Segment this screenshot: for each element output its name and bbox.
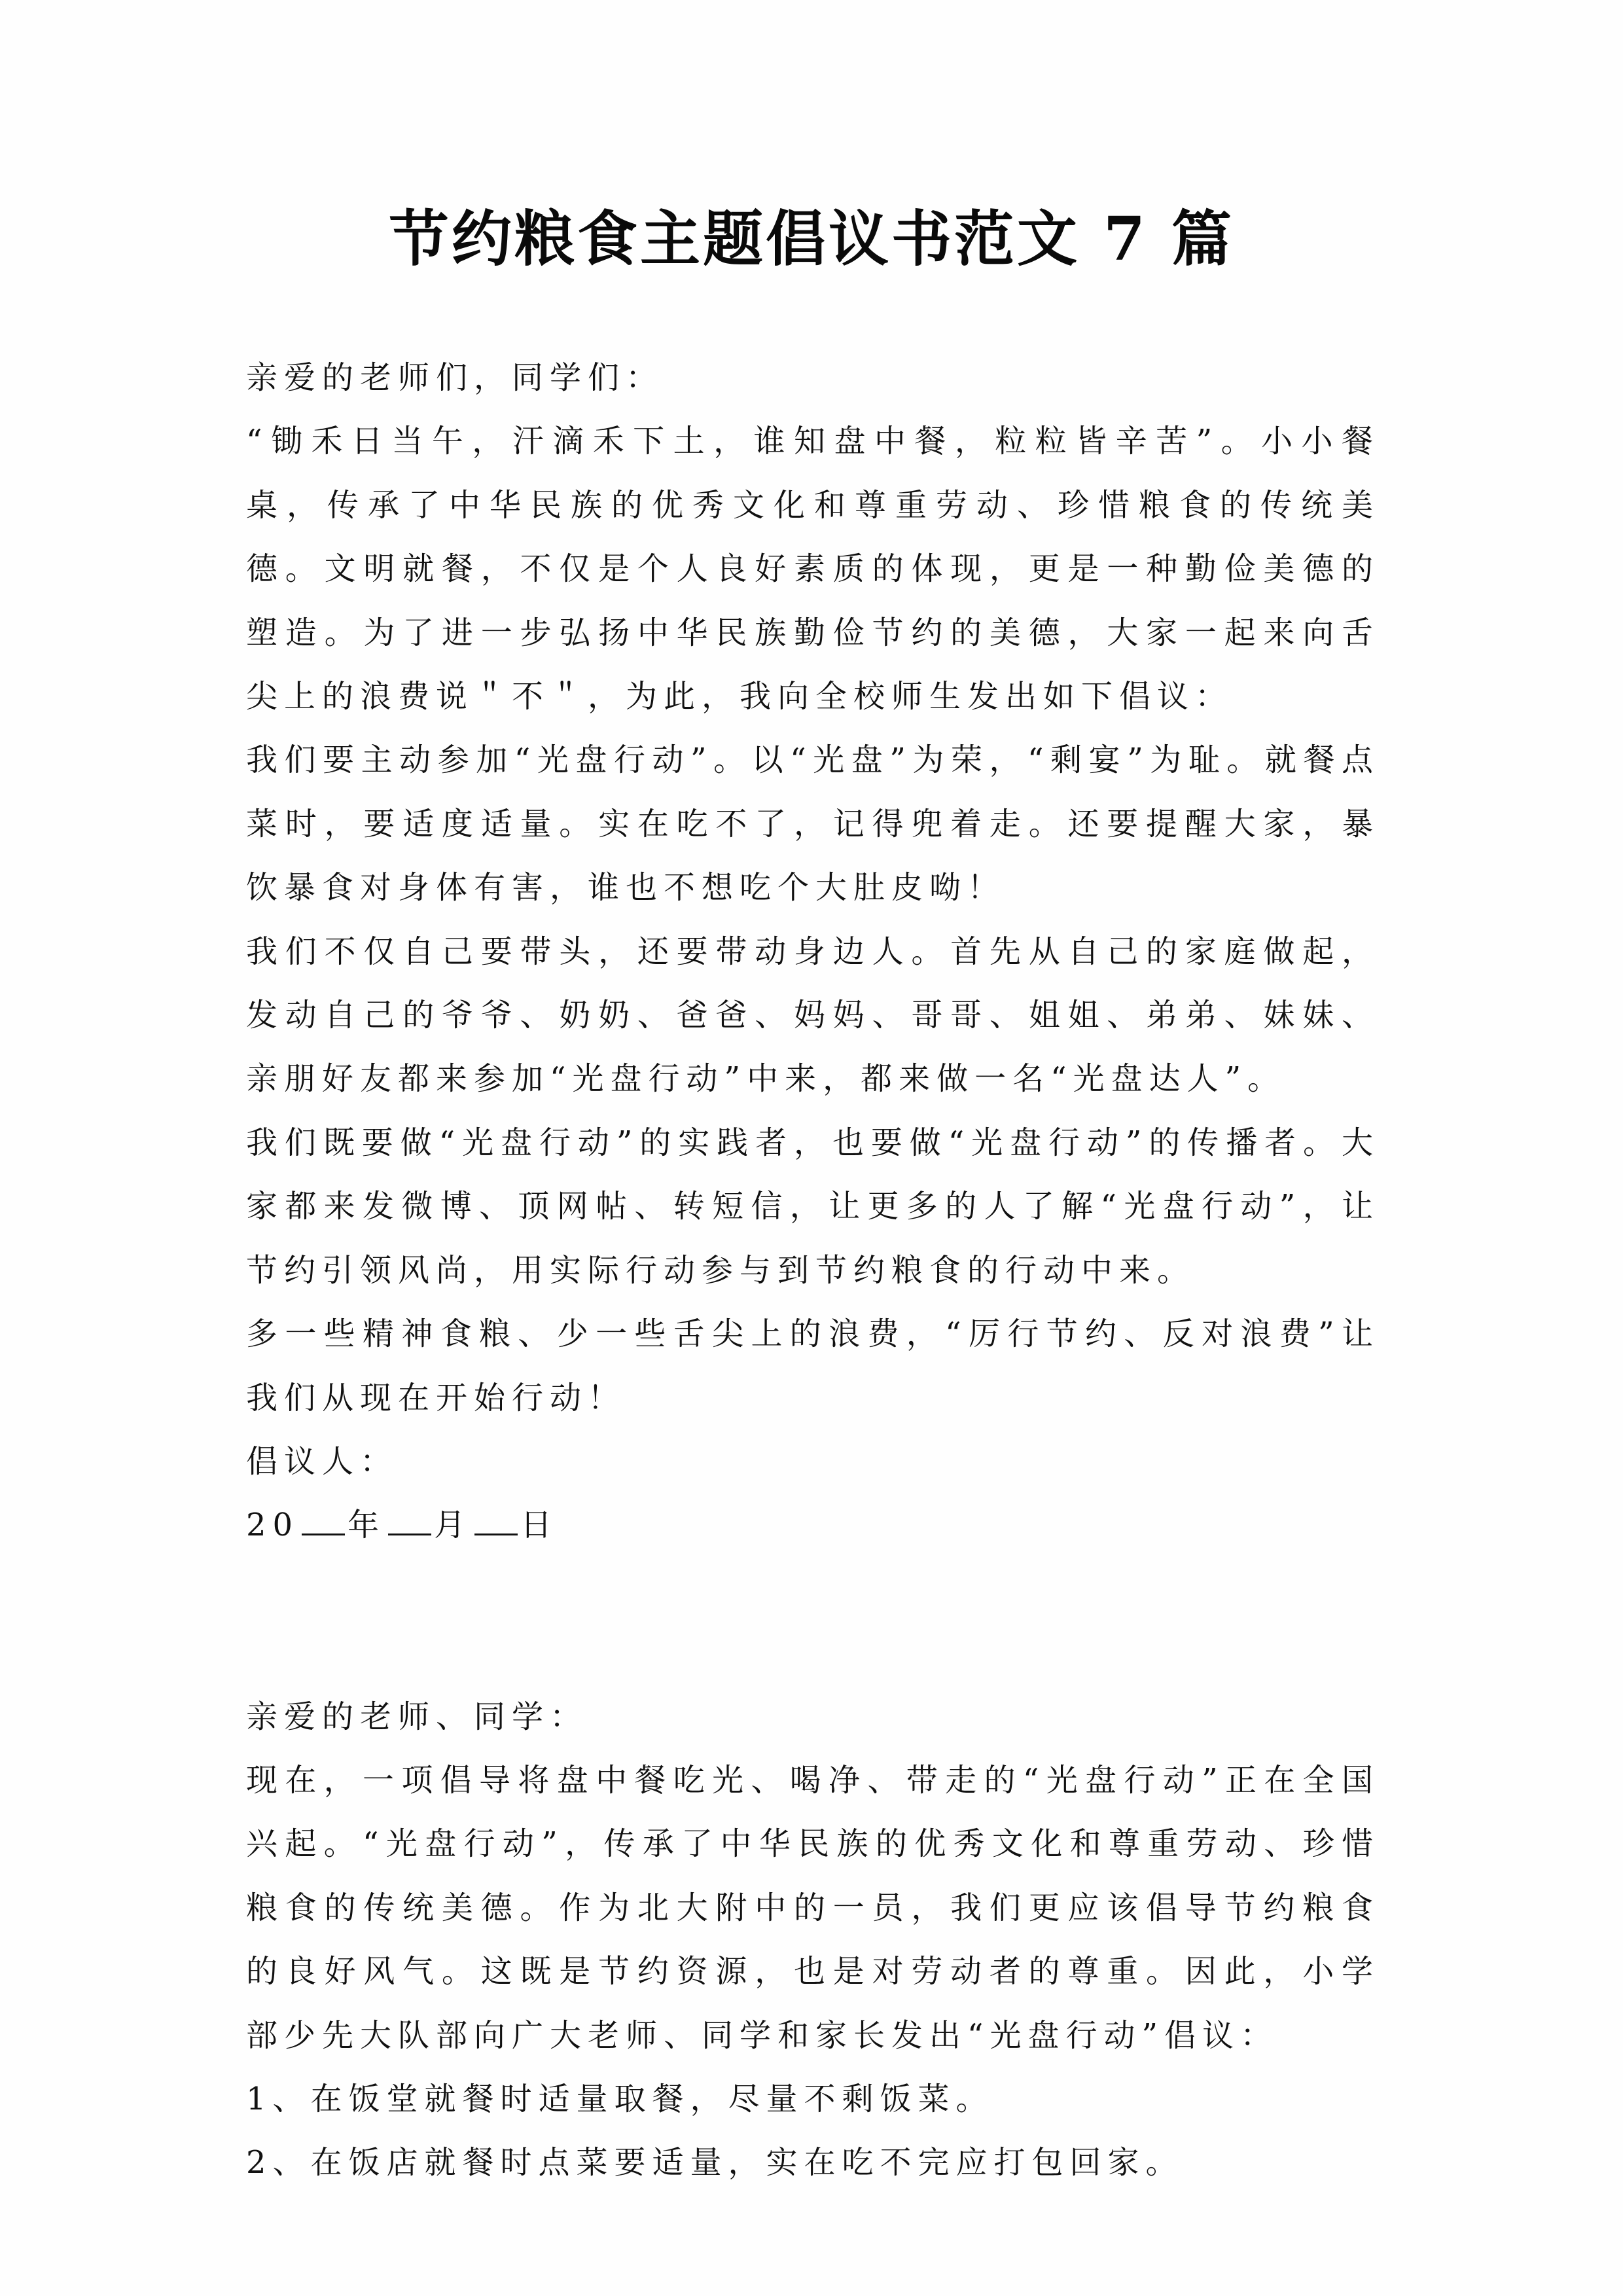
salutation: 亲爱的老师、同学： — [246, 1698, 588, 1735]
paragraph: 我们不仅自己要带头，还要带动身边人。首先从自己的家庭做起，发动自己的爷爷、奶奶、爸爸、妈妈、哥哥、姐姐、弟弟、妹妹、亲朋好友都来参加“光盘行动”中来，都来做一名“光盘达人”。 — [246, 933, 1380, 1098]
year-blank — [302, 1534, 345, 1535]
day-blank — [474, 1534, 518, 1535]
paragraph: 现在，一项倡导将盘中餐吃光、喝净、带走的“光盘行动”正在全国兴起。“光盘行动”，传承了中华民族的优秀文化和尊重劳动、珍惜粮食的传统美德。作为北大附中的一员，我们更应该倡导节约粮食的良好风气。这既是节约资源，也是对劳动者的尊重。因此，小学部少先大队部向广大老师、同学和家长发出“光盘行动”倡议： — [246, 1761, 1380, 2054]
list-item: 1、在饭堂就餐时适量取餐，尽量不剩饭菜。 — [246, 2080, 994, 2117]
list-item: 2、在饭店就餐时点菜要适量，实在吃不完应打包回家。 — [246, 2144, 1184, 2181]
month-blank — [388, 1534, 431, 1535]
letter-1 — [246, 346, 1380, 1558]
date-prefix: 20 — [246, 1507, 300, 1544]
signature-label: 倡议人： — [246, 1443, 399, 1480]
paragraph: 多一些精神食粮、少一些舌尖上的浪费，“厉行节约、反对浪费”让我们从现在开始行动！ — [246, 1316, 1380, 1416]
date-day: 日 — [520, 1507, 559, 1544]
paragraph: 我们要主动参加“光盘行动”。以“光盘”为荣，“剩宴”为耻。就餐点菜时，要适度适量。实在吃不了，记得兜着走。还要提醒大家，暴饮暴食对身体有害，谁也不想吃个大肚皮呦！ — [246, 742, 1380, 906]
date-line — [246, 1494, 1380, 1557]
letter-2 — [246, 1685, 1380, 2195]
document-title: 节约粮食主题倡议书范文 7 篇 — [388, 204, 1235, 274]
paragraph: 我们既要做“光盘行动”的实践者，也要做“光盘行动”的传播者。大家都来发微博、顶网帖、转短信，让更多的人了解“光盘行动”，让节约引领风尚，用实际行动参与到节约粮食的行动中来。 — [246, 1124, 1380, 1289]
document-body — [246, 346, 1380, 2195]
date-year: 年 — [348, 1507, 386, 1544]
section-gap — [246, 1558, 1380, 1685]
paragraph: “锄禾日当午，汗滴禾下土，谁知盘中餐，粒粒皆辛苦”。小小餐桌，传承了中华民族的优秀文化和尊重劳动、珍惜粮食的传统美德。文明就餐，不仅是个人良好素质的体现，更是一种勤俭美德的塑造。为了进一步弘扬中华民族勤俭节约的美德，大家一起来向舌尖上的浪费说＂不＂，为此，我向全校师生发出如下倡议： — [246, 423, 1380, 715]
salutation: 亲爱的老师们，同学们： — [246, 359, 664, 396]
date-month: 月 — [434, 1507, 473, 1544]
